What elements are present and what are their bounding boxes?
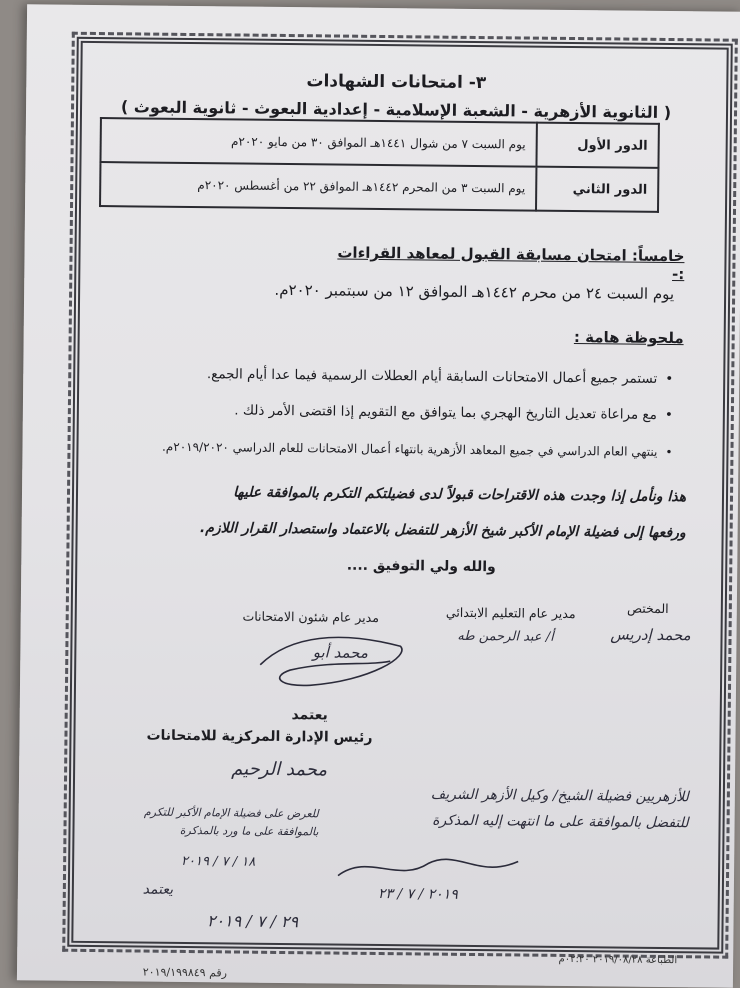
round-label: الدور الأول (536, 123, 658, 168)
notes-heading: ملحوظة هامة : (573, 328, 684, 348)
document-page (17, 4, 740, 987)
section5-heading: خامساً: امتحان مسابقة القبول لمعاهد القراءات :- (337, 243, 685, 284)
closing-line-3: والله ولي التوفيق .... (346, 557, 496, 576)
exams-director-signature: محمد أبو (312, 643, 369, 662)
note-item: • مع مراعاة تعديل التاريخ الهجري بما يتوافق مع التقويم إذا اقتضى الأمر ذلك . (133, 401, 673, 423)
section5-date: يوم السبت ٢٤ من محرم ١٤٤٢هـ الموافق ١٢ من سبتمبر ٢٠٢٠م. (274, 280, 675, 304)
rounds-table (99, 117, 660, 213)
handwritten-bottom-date: ٢٩ / ٧ / ٢٠١٩ (206, 911, 299, 932)
handwritten-approved: يعتمد (142, 881, 174, 898)
schools-line: ( الثانوية الأزهرية - الشعبة الإسلامية - إعدادية البعوث - ثانوية البعوث ) (120, 97, 672, 123)
handwritten-left-date: ١٨ / ٧ / ٢٠١٩ (180, 853, 256, 870)
closing-line-2: ورفعها إلى فضيلة الإمام الأكبر شيخ الأزهر للتفضل بالاعتماد واستصدار القرار اللازم. (199, 520, 686, 542)
handwritten-left-note-2: بالموافقة على ما ورد بالمذكرة (179, 823, 319, 839)
closing-line-1: هذا ونأمل إذا وجدت هذه الاقتراحات قبولاً لدى فضيلتكم التكرم بالموافقة عليها (233, 484, 687, 506)
round-label: الدور الثاني (536, 167, 658, 212)
handwritten-right-date: ٢٠١٩ / ٧ / ٢٣ (377, 886, 458, 903)
round-date: يوم السبت ٣ من المحرم ١٤٤٢هـ الموافق ٢٢ من أغسطس ٢٠٢٠م (100, 162, 536, 211)
central-head-signature: محمد الرحيم (231, 758, 328, 781)
note-item: • ينتهي العام الدراسي في جميع المعاهد الأزهرية بانتهاء أعمال الامتحانات للعام الدراسي ٢٠١٩/٢٠٢٠م. (132, 439, 672, 459)
note-item: • تستمر جميع أعمال الامتحانات السابقة أيام العطلات الرسمية فيما عدا أيام الجمع. (133, 365, 673, 387)
specialist-label: المختص (626, 600, 669, 617)
primary-director-signature: أ/ عبد الرحمن طه (457, 628, 554, 645)
exams-director-label: مدير عام شئون الامتحانات (242, 608, 380, 625)
reference-number: رقم ٢٠١٩/١٩٩٨٤٩ (142, 965, 228, 980)
approve-label: يعتمد (291, 707, 328, 724)
handwritten-note-line-1: للأزهريين فضيلة الشيخ/ وكيل الأزهر الشريف (430, 786, 689, 806)
specialist-signature: محمد إدريس (610, 625, 691, 645)
round-date: يوم السبت ٧ من شوال ١٤٤١هـ الموافق ٣٠ من مايو ٢٠٢٠م (100, 118, 536, 167)
undersecretary-signature-icon (328, 847, 528, 889)
central-head-label: رئيس الإدارة المركزية للامتحانات (146, 727, 373, 746)
table-row (100, 118, 658, 168)
handwritten-note-line-2: للتفضل بالموافقة على ما انتهت إليه المذكرة (432, 812, 689, 832)
handwritten-left-note-1: للعرض على فضيلة الإمام الأكبر للتكرم (143, 805, 319, 821)
section-title: ٣- امتحانات الشهادات (306, 71, 487, 94)
primary-director-label: مدير عام التعليم الابتدائي (445, 604, 576, 622)
table-row (100, 162, 658, 212)
print-timestamp: الطباعة ٢٠١٩/٠٨/٢٨ ٠٢:٢٠م (558, 953, 678, 967)
